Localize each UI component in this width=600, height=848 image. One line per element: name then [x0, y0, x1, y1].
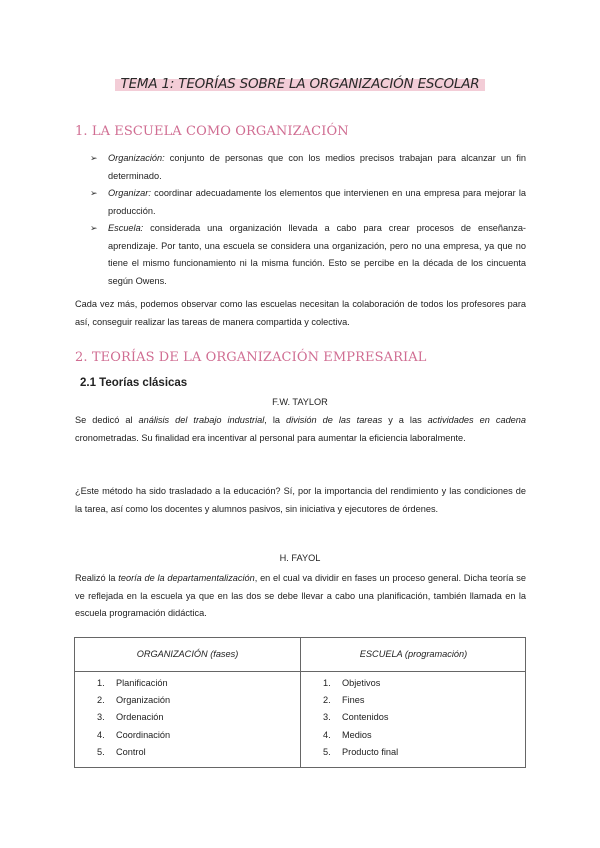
taylor-paragraph-1 [75, 412, 526, 447]
arrow-bullet-icon: ➢ [90, 223, 98, 233]
emphasis-run: análisis del trabajo industrial [138, 415, 265, 425]
section-2-heading: 2. TEORÍAS DE LA ORGANIZACIÓN EMPRESARIAL [75, 350, 427, 365]
list-item-label: Contenidos [342, 712, 389, 723]
text-run: Se dedicó al [75, 415, 139, 425]
page-title [117, 74, 484, 94]
section-1-heading: 1. LA ESCUELA COMO ORGANIZACIÓN [75, 124, 349, 139]
organization-phases-list [97, 675, 170, 761]
arrow-bullet-icon: ➢ [90, 188, 98, 198]
list-item-label: Control [116, 746, 146, 757]
emphasis-run: actividades en cadena [427, 415, 527, 425]
list-item: 4. Coordinación [97, 729, 171, 740]
definition-term: Organizar: [108, 188, 151, 198]
subsection-heading: 2.1 Teorías clásicas [80, 377, 188, 389]
arrow-bullet-icon: ➢ [90, 153, 98, 163]
list-item: 2. Organización [97, 695, 171, 706]
school-programming-list [323, 675, 398, 761]
definition-term: Organización: [108, 153, 165, 163]
table-header-right: ESCUELA (programación) [359, 649, 468, 659]
title-block [0, 74, 600, 94]
list-item: 1. Objetivos [323, 678, 381, 688]
list-item-label: Fines [342, 695, 365, 706]
definition-text: considerada una organización llevada a cabo para crear procesos de enseñanza-aprendizaje. Por tanto, una escuela se considera una organización, pero no una empresa, ya que no tiene el mismo funcionamiento ni la misma función. Esto se percibe en la década de los cincuenta según Owens. [108, 223, 526, 286]
text-run: y a las [382, 415, 428, 425]
list-item-label: Organización [116, 695, 171, 706]
taylor-paragraph-2: ¿Este método ha sido trasladado a la educación? Sí, por la importancia del rendimiento y las condiciones de la tarea, así como los docentes y alumnos pasivos, sin iniciativa y ejecutores de órdenes. [75, 486, 526, 514]
list-item: 4. Medios [323, 729, 372, 740]
table-header-divider [75, 671, 525, 672]
text-run: cronometradas. Su finalidad era incentivar al personal para aumentar la eficiencia laboralmente. [75, 432, 466, 443]
list-item-label: Planificación [116, 678, 168, 688]
list-item [90, 150, 526, 185]
taylor-label: F.W. TAYLOR [272, 397, 328, 407]
fayol-label: H. FAYOL [279, 553, 321, 563]
definition-term: Escuela: [108, 223, 144, 233]
table-header-left: ORGANIZACIÓN (fases) [136, 649, 239, 659]
emphasis-run: división de las tareas [286, 415, 383, 425]
emphasis-run: teoría de la departamentalización [118, 573, 255, 583]
list-item-label: Medios [342, 729, 372, 740]
definition-text: coordinar adecuadamente los elementos que intervienen en una empresa para mejorar la producción. [108, 188, 526, 216]
fayol-paragraph [75, 570, 526, 623]
list-item: 3. Contenidos [323, 712, 389, 723]
text-run: Realizó la [75, 573, 119, 583]
page-title-text: TEMA 1: TEORÍAS SOBRE LA ORGANIZACIÓN ESCOLAR [120, 76, 480, 92]
list-item-label: Objetivos [342, 678, 381, 688]
definition-text: conjunto de personas que con los medios precisos trabajan para alcanzar un fin determinado. [108, 153, 526, 181]
text-run: , la [264, 415, 287, 425]
list-item: 3. Ordenación [97, 712, 164, 723]
list-item [90, 220, 526, 290]
list-item-label: Producto final [342, 746, 399, 757]
list-item-label: Coordinación [116, 729, 171, 740]
list-item: 5. Control [97, 746, 146, 757]
list-item-label: Ordenación [116, 712, 164, 723]
list-item: 5. Producto final [323, 746, 399, 757]
phases-table [74, 637, 526, 768]
definitions-list [90, 150, 526, 290]
text-run: , en el cual va dividir en fases un proceso general. Dicha teoría se ve reflejada en la escuela ya que en las dos se debe llevar a cabo una planificación, también llamada en la escuela programación didáctica. [75, 573, 526, 618]
list-item [90, 185, 526, 220]
list-item: 2. Fines [323, 695, 365, 706]
list-item: 1. Planificación [97, 678, 168, 688]
section-1-paragraph: Cada vez más, podemos observar como las escuelas necesitan la colaboración de todos los profesores para así, conseguir realizar las tareas de manera compartida y colectiva. [75, 299, 526, 327]
